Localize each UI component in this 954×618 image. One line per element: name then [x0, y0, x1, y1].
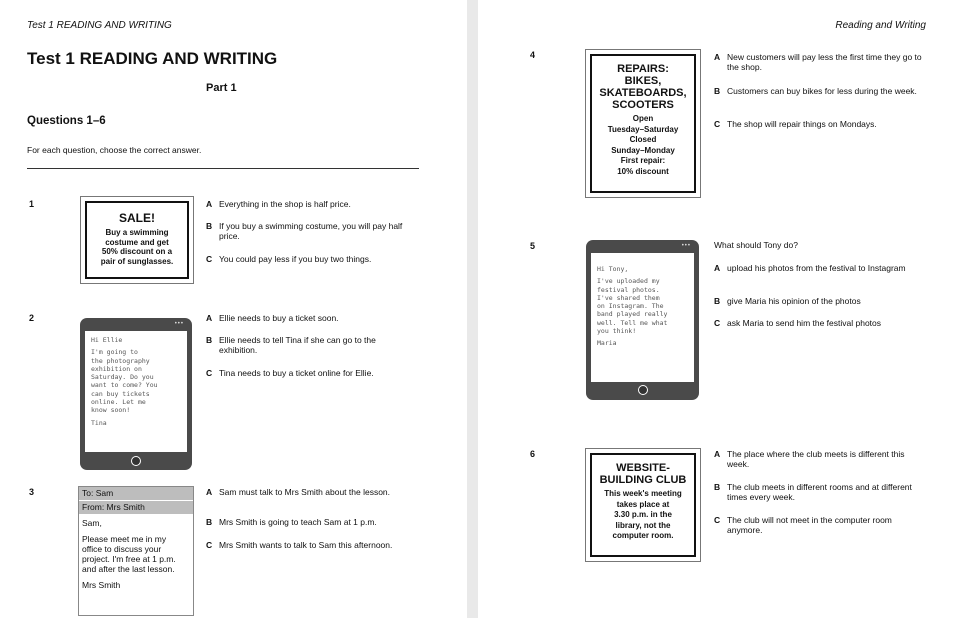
message-line: know soon! [91, 406, 131, 415]
notice-line: Open [632, 114, 654, 123]
notice-title: SALE! [119, 211, 155, 225]
message-line: Hi Ellie [91, 336, 123, 344]
divider [27, 168, 419, 169]
email-signature: Mrs Smith [82, 580, 121, 590]
question-number-1: 1 [29, 199, 35, 209]
status-dots-icon: ••• [174, 321, 184, 327]
question-number-4: 4 [530, 50, 536, 60]
left-page [0, 0, 467, 618]
q4-option-c[interactable]: C The shop will repair things on Mondays. [714, 119, 877, 129]
notice-line: pair of sunglasses. [100, 256, 174, 266]
question-number-3: 3 [29, 487, 35, 497]
question-number-5: 5 [530, 241, 536, 251]
message-line: can buy tickets [91, 389, 150, 398]
running-header-right: Reading and Writing [835, 20, 926, 31]
notice-line: Buy a swimming [105, 228, 169, 237]
email-from: From: Mrs Smith [79, 501, 193, 515]
q1-option-c[interactable]: C You could pay less if you buy two things. [206, 254, 372, 264]
q6-option-c[interactable]: C The club will not meet in the computer room anymore. [714, 515, 892, 535]
notice-line: takes place at [616, 499, 670, 509]
notice-title-line: WEBSITE- [616, 462, 670, 474]
message-line: on Instagram. The [597, 302, 664, 311]
q5-option-a[interactable]: A upload his photos from the festival to Instagram [714, 263, 906, 273]
notice-line: 3.30 p.m. in the [614, 510, 672, 519]
notice-title-line: REPAIRS: [617, 63, 669, 75]
message-signature: Maria [597, 339, 617, 348]
notice-line: 50% discount on a [101, 247, 173, 256]
message-line: the photography [91, 356, 150, 365]
notice-line: First repair: [620, 156, 666, 165]
email-line: office to discuss your [82, 544, 162, 554]
notice-line: Closed [629, 135, 657, 144]
email-line: project. I'm free at 1 p.m. [82, 554, 176, 564]
phone-message-2 [80, 318, 192, 470]
questions-heading: Questions 1–6 [27, 115, 106, 127]
notice-title-line: SKATEBOARDS, [599, 87, 687, 99]
message-line: band played really [597, 310, 668, 319]
message-line: exhibition on [91, 364, 142, 373]
q2-option-a[interactable]: A Ellie needs to buy a ticket soon. [206, 313, 339, 323]
repairs-notice [585, 49, 701, 198]
message-line: well. Tell me what [597, 318, 668, 327]
message-line: Saturday. Do you [91, 373, 154, 382]
q3-option-a[interactable]: A Sam must talk to Mrs Smith about the lesson. [206, 487, 391, 497]
message-line: Hi Tony, [597, 265, 629, 273]
email-note [78, 486, 194, 616]
message-line: I'm going to [91, 348, 138, 357]
message-signature: Tina [91, 418, 107, 427]
right-page [478, 0, 954, 618]
email-to: To: Sam [79, 487, 193, 501]
q6-option-b[interactable]: B The club meets in different rooms and at different times every week. [714, 482, 912, 502]
message-line: you think! [597, 327, 637, 336]
q3-option-c[interactable]: C Mrs Smith wants to talk to Sam this afternoon. [206, 540, 393, 550]
question-number-2: 2 [29, 313, 35, 323]
sale-notice [80, 196, 194, 284]
q1-option-a[interactable]: A Everything in the shop is half price. [206, 199, 351, 209]
message-line: I've uploaded my [597, 277, 660, 286]
q4-option-b[interactable]: B Customers can buy bikes for less during the week. [714, 86, 917, 96]
page-title: Test 1 READING AND WRITING [27, 49, 278, 68]
message-line: festival photos. [597, 285, 660, 294]
notice-line: 10% discount [617, 166, 669, 176]
status-dots-icon: ••• [681, 243, 691, 249]
phone-message-5 [586, 240, 699, 400]
message-line: online. Let me [91, 398, 146, 407]
notice-line: Tuesday–Saturday [607, 124, 679, 134]
q5-option-c[interactable]: C ask Maria to send him the festival photos [714, 318, 882, 328]
club-notice [585, 448, 701, 562]
email-line: Please meet me in my [82, 534, 167, 544]
email-line: and after the last lesson. [82, 564, 175, 574]
email-line: Sam, [82, 518, 102, 528]
notice-line: library, not the [615, 520, 671, 530]
message-line: want to come? You [91, 381, 158, 390]
running-header-left: Test 1 READING AND WRITING [27, 20, 172, 31]
q2-option-c[interactable]: C Tina needs to buy a ticket online for Ellie. [206, 368, 374, 378]
notice-line: computer room. [612, 531, 674, 540]
home-button-icon [131, 456, 141, 466]
instruction: For each question, choose the correct answer. [27, 145, 202, 155]
q5-question: What should Tony do? [714, 240, 798, 250]
notice-line: costume and get [105, 237, 169, 247]
q6-option-a[interactable]: A The place where the club meets is different this week. [714, 449, 905, 469]
home-button-icon [638, 385, 648, 395]
q3-option-b[interactable]: B Mrs Smith is going to teach Sam at 1 p.m. [206, 517, 377, 527]
notice-title-line: BIKES, [624, 75, 662, 87]
question-number-6: 6 [530, 449, 536, 459]
notice-title-line: BUILDING CLUB [599, 474, 687, 486]
q5-option-b[interactable]: B give Maria his opinion of the photos [714, 296, 861, 306]
q1-option-b[interactable]: B If you buy a swimming costume, you will pay half price. [206, 221, 403, 241]
notice-line: This week's meeting [604, 489, 682, 498]
q4-option-a[interactable]: A New customers will pay less the first time they go to the shop. [714, 52, 922, 72]
notice-title-line: SCOOTERS [612, 99, 674, 111]
message-line: I've shared them [597, 293, 660, 302]
part-heading: Part 1 [206, 82, 237, 94]
notice-line: Sunday–Monday [611, 145, 675, 155]
q2-option-b[interactable]: B Ellie needs to tell Tina if she can go to the exhibition. [206, 335, 376, 355]
